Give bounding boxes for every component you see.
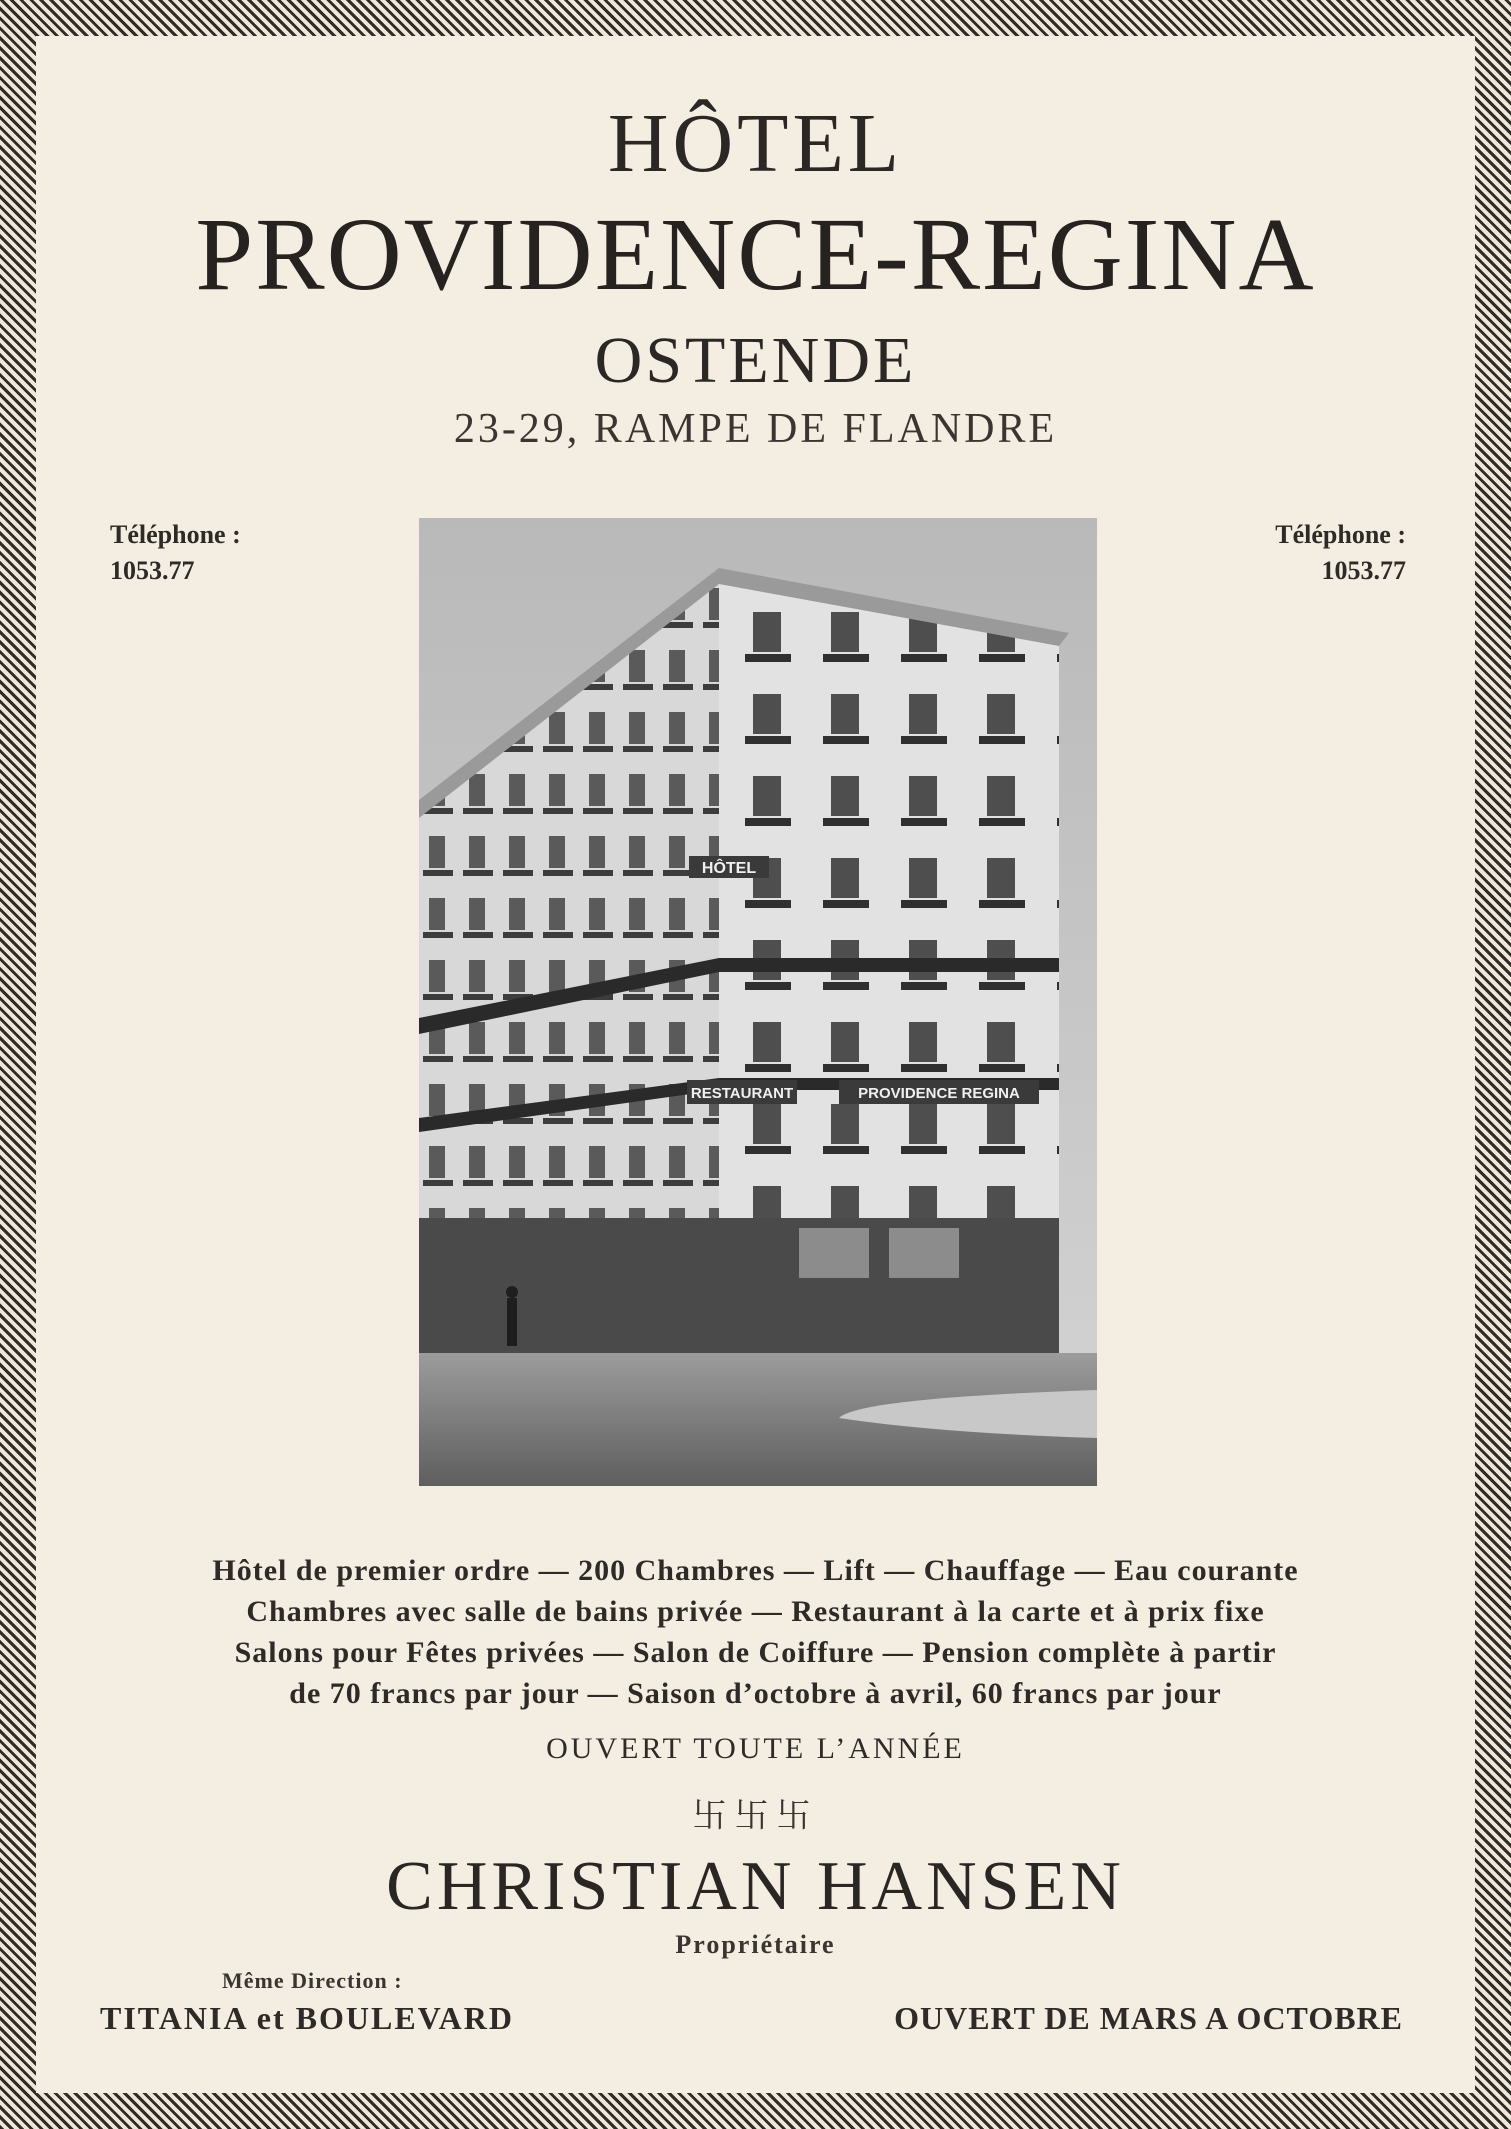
hotel-word: HÔTEL [607, 97, 904, 190]
ornament: 卐卐卐 [692, 1798, 819, 1835]
features-list [0, 1550, 1511, 1714]
owner-name: CHRISTIAN HANSEN [386, 1848, 1125, 1925]
feature-line: Chambres avec salle de bains privée — Restaurant à la carte et à prix fixe [246, 1595, 1265, 1628]
open-all-year: OUVERT TOUTE L’ANNÉE [546, 1732, 965, 1765]
telephone-number: 1053.77 [1321, 556, 1406, 585]
hotel-name: PROVIDENCE-REGINA [195, 197, 1316, 312]
telephone-left [110, 517, 241, 589]
feature-line: de 70 francs par jour — Saison d’octobre à avril, 60 francs par jour [289, 1677, 1222, 1710]
sister-hotels: TITANIA et BOULEVARD [100, 2000, 514, 2036]
pedestrian [507, 1298, 517, 1346]
balcony-band [719, 958, 1059, 972]
owner-role: Propriétaire [675, 1930, 836, 1959]
telephone-number: 1053.77 [110, 556, 195, 585]
same-direction-label: Même Direction : [222, 1968, 403, 1993]
telephone-label: Téléphone : [110, 520, 241, 549]
sign-restaurant: RESTAURANT [690, 1085, 794, 1102]
season-notice: OUVERT DE MARS A OCTOBRE [894, 2000, 1403, 2036]
city-name: OSTENDE [594, 324, 917, 397]
telephone-label: Téléphone : [1275, 520, 1406, 549]
sign-hotel: HÔTEL [701, 860, 757, 877]
hotel-building-illustration [419, 518, 1097, 1486]
feature-line: Salons pour Fêtes privées — Salon de Coiffure — Pension complète à partir [234, 1636, 1277, 1669]
sign-providence-regina: PROVIDENCE REGINA [858, 1085, 1020, 1102]
telephone-right [1275, 517, 1406, 589]
hotel-photograph [419, 518, 1097, 1486]
address: 23-29, RAMPE DE FLANDRE [453, 406, 1058, 452]
feature-line: Hôtel de premier ordre — 200 Chambres — Lift — Chauffage — Eau courante [212, 1554, 1299, 1587]
